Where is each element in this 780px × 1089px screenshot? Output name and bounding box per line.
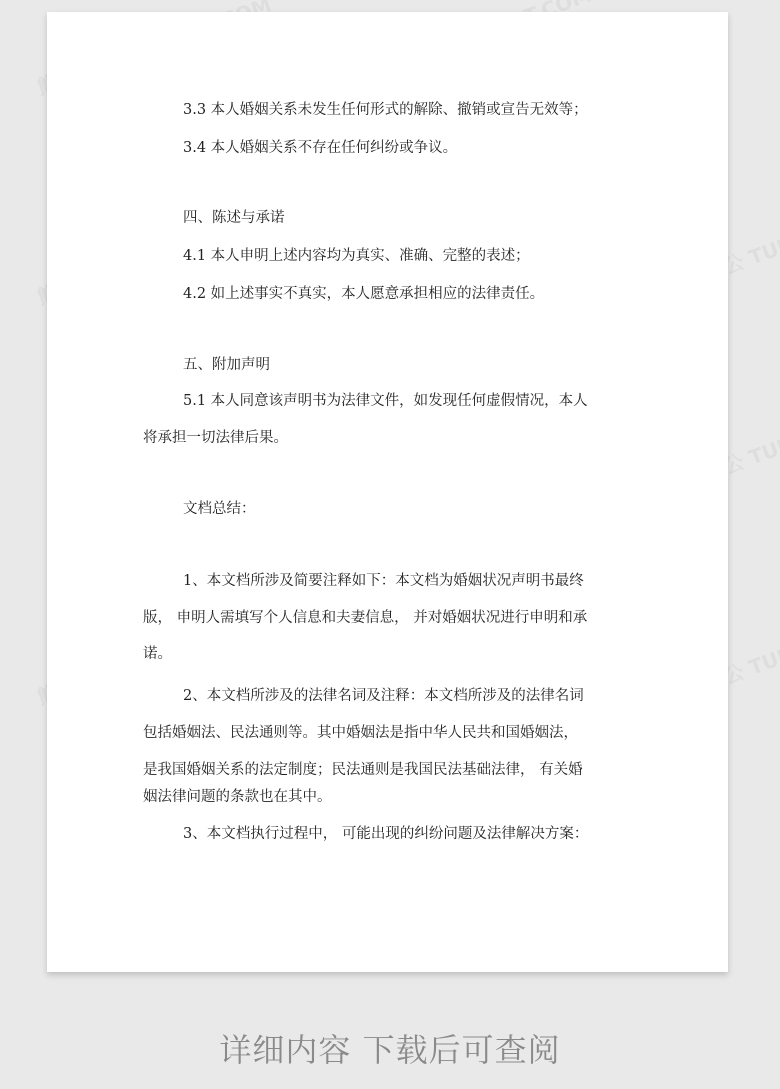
summary-1: 1、本文档所涉及简要注释如下：本文档为婚姻状况声明书最终 <box>183 573 584 589</box>
download-prompt: 详细内容 下载后可查阅 <box>219 1031 561 1069</box>
summary-2-cont: 姻法律问题的条款也在其中。 <box>143 789 332 805</box>
section-heading-4: 四、陈述与承诺 <box>183 210 285 226</box>
summary-1-cont: 诺。 <box>143 646 172 662</box>
summary-2-cont: 是我国婚姻关系的法定制度；民法通则是我国民法基础法律， 有关婚 <box>143 762 583 778</box>
clause-4-1: 4.1 本人申明上述内容均为真实、准确、完整的表述； <box>183 248 530 264</box>
clause-5-1: 5.1 本人同意该声明书为法律文件，如发现任何虚假情况，本人 <box>183 393 588 409</box>
summary-heading: 文档总结： <box>183 501 256 517</box>
document-page <box>47 12 728 972</box>
summary-2-cont: 包括婚姻法、民法通则等。其中婚姻法是指中华人民共和国婚姻法， <box>143 725 578 741</box>
summary-1-cont: 版， 申明人需填写个人信息和夫妻信息， 并对婚姻状况进行申明和承 <box>143 610 588 626</box>
clause-3-3: 3.3 本人婚姻关系未发生任何形式的解除、撤销或宣告无效等； <box>183 102 588 118</box>
clause-3-4: 3.4 本人婚姻关系不存在任何纠纷或争议。 <box>183 140 458 156</box>
clause-4-2: 4.2 如上述事实不真实，本人愿意承担相应的法律责任。 <box>183 286 545 302</box>
section-heading-5: 五、附加声明 <box>183 357 270 373</box>
summary-3: 3、本文档执行过程中， 可能出现的纠纷问题及法律解决方案： <box>183 826 589 842</box>
summary-2: 2、本文档所涉及的法律名词及注释：本文档所涉及的法律名词 <box>183 688 584 704</box>
clause-5-1-cont: 将承担一切法律后果。 <box>143 430 288 446</box>
